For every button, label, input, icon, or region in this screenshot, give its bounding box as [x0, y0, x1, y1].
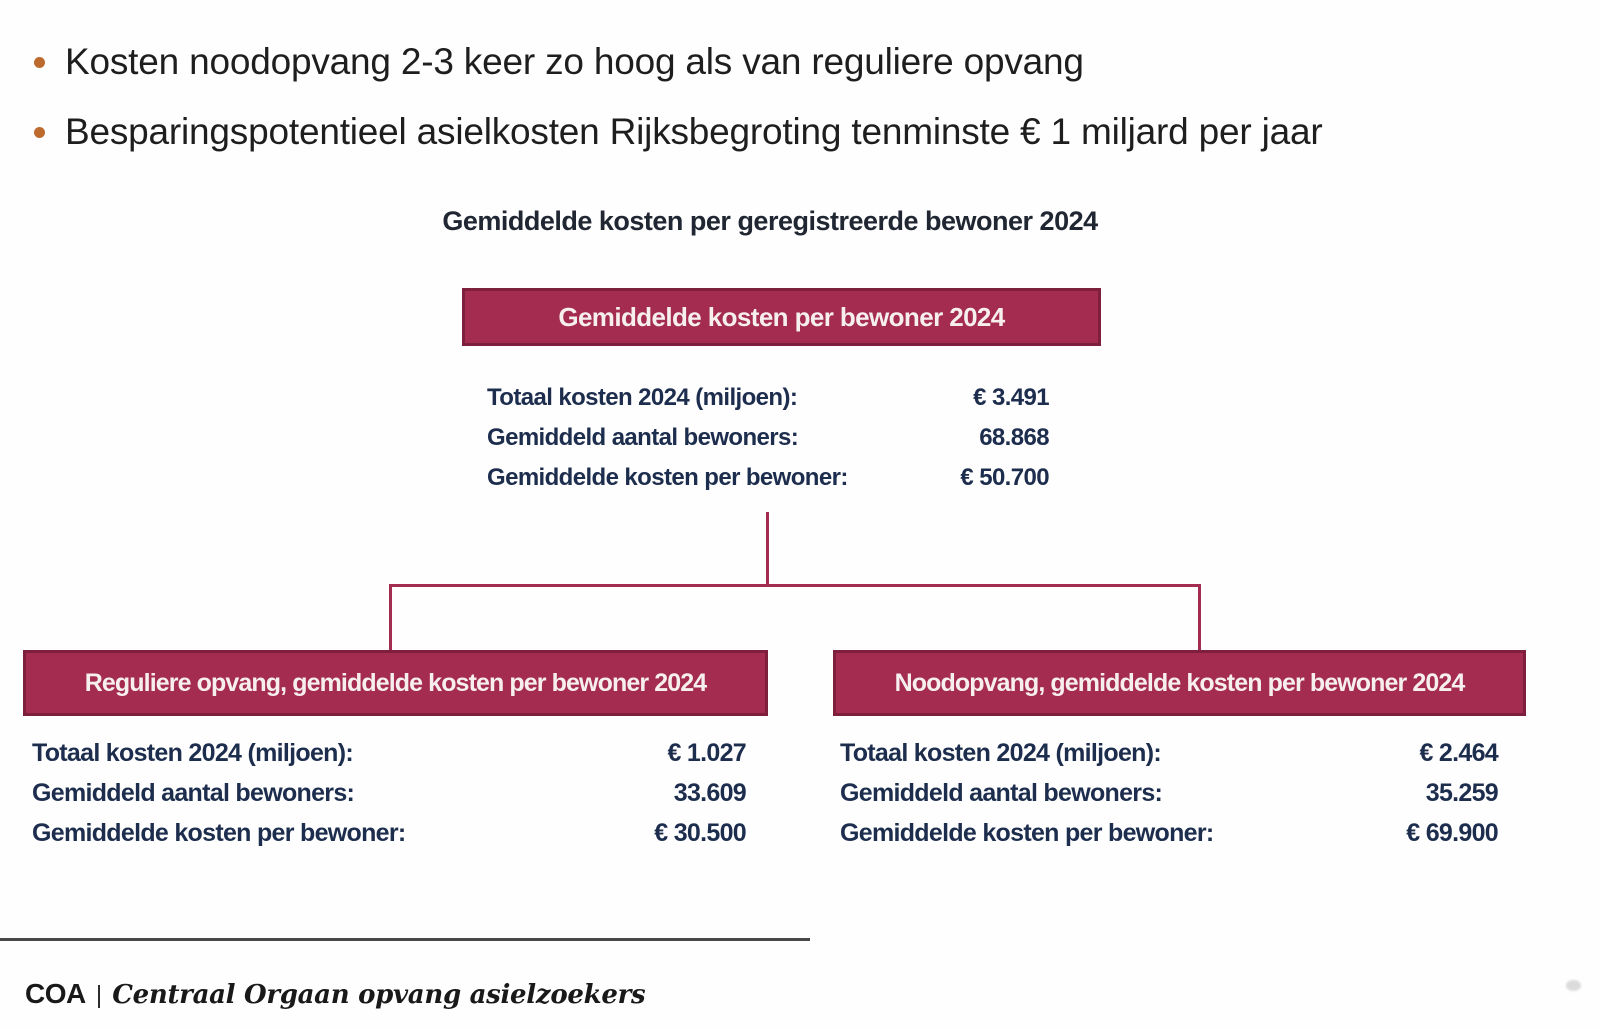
bullet-dot-icon [34, 57, 45, 68]
connector-vertical-right [1198, 584, 1201, 652]
stat-value: € 3.491 [973, 384, 1049, 411]
regular-care-node-title: Reguliere opvang, gemiddelde kosten per bewoner 2024 [84, 668, 707, 697]
stat-value: € 50.700 [960, 464, 1049, 491]
stat-value: € 1.027 [667, 738, 746, 767]
footer-org-abbr: COA [25, 978, 86, 1009]
bullet-item [34, 110, 1322, 154]
connector-vertical-left [389, 584, 392, 652]
stat-label: Gemiddelde kosten per bewoner: [487, 464, 848, 491]
stat-label: Gemiddelde kosten per bewoner: [840, 818, 1214, 847]
regular-care-node-header [23, 650, 768, 716]
footer-divider [0, 938, 810, 941]
bullet-item [34, 40, 1084, 84]
stat-label: Totaal kosten 2024 (miljoen): [840, 738, 1161, 767]
stat-row [32, 733, 746, 773]
stat-value: 33.609 [673, 778, 746, 807]
connector-horizontal [389, 584, 1201, 587]
regular-care-node-stats [32, 733, 746, 853]
stat-label: Totaal kosten 2024 (miljoen): [32, 738, 353, 767]
stat-row [487, 458, 1049, 498]
stat-label: Gemiddeld aantal bewoners: [487, 424, 799, 451]
emergency-care-node-title: Noodopvang, gemiddelde kosten per bewoner 2024 [894, 668, 1465, 697]
emergency-care-node-header [833, 650, 1526, 716]
stat-value: 35.259 [1425, 778, 1498, 807]
stat-value: € 69.900 [1406, 818, 1498, 847]
emergency-care-node-stats [840, 733, 1498, 853]
footer-org-name: Centraal Orgaan opvang asielzoekers [112, 980, 646, 1010]
stat-label: Gemiddeld aantal bewoners: [32, 778, 355, 807]
root-node-header [462, 288, 1101, 346]
stat-row [32, 813, 746, 853]
stat-value: € 30.500 [654, 818, 746, 847]
bullet-text: Besparingspotentieel asielkosten Rijksbegroting tenminste € 1 miljard per jaar [65, 111, 1323, 152]
bullet-dot-icon [34, 127, 45, 138]
stat-row [840, 813, 1498, 853]
stat-label: Totaal kosten 2024 (miljoen): [487, 384, 798, 411]
connector-vertical-top [766, 512, 769, 586]
stat-row [487, 418, 1049, 458]
root-node-title: Gemiddelde kosten per bewoner 2024 [558, 301, 1005, 332]
stat-row [487, 378, 1049, 418]
stat-value: 68.868 [979, 424, 1049, 451]
stat-value: € 2.464 [1419, 738, 1498, 767]
scan-artifact [1566, 980, 1581, 991]
bullet-text: Kosten noodopvang 2-3 keer zo hoog als van reguliere opvang [65, 41, 1084, 82]
stat-label: Gemiddelde kosten per bewoner: [32, 818, 406, 847]
stat-row [32, 773, 746, 813]
stat-row [840, 773, 1498, 813]
stat-label: Gemiddeld aantal bewoners: [840, 778, 1163, 807]
root-node-stats [487, 378, 1049, 498]
footer-separator: | [95, 981, 103, 1009]
stat-row [840, 733, 1498, 773]
diagram-title: Gemiddelde kosten per geregistreerde bewoner 2024 [442, 206, 1098, 236]
footer [25, 978, 645, 1010]
